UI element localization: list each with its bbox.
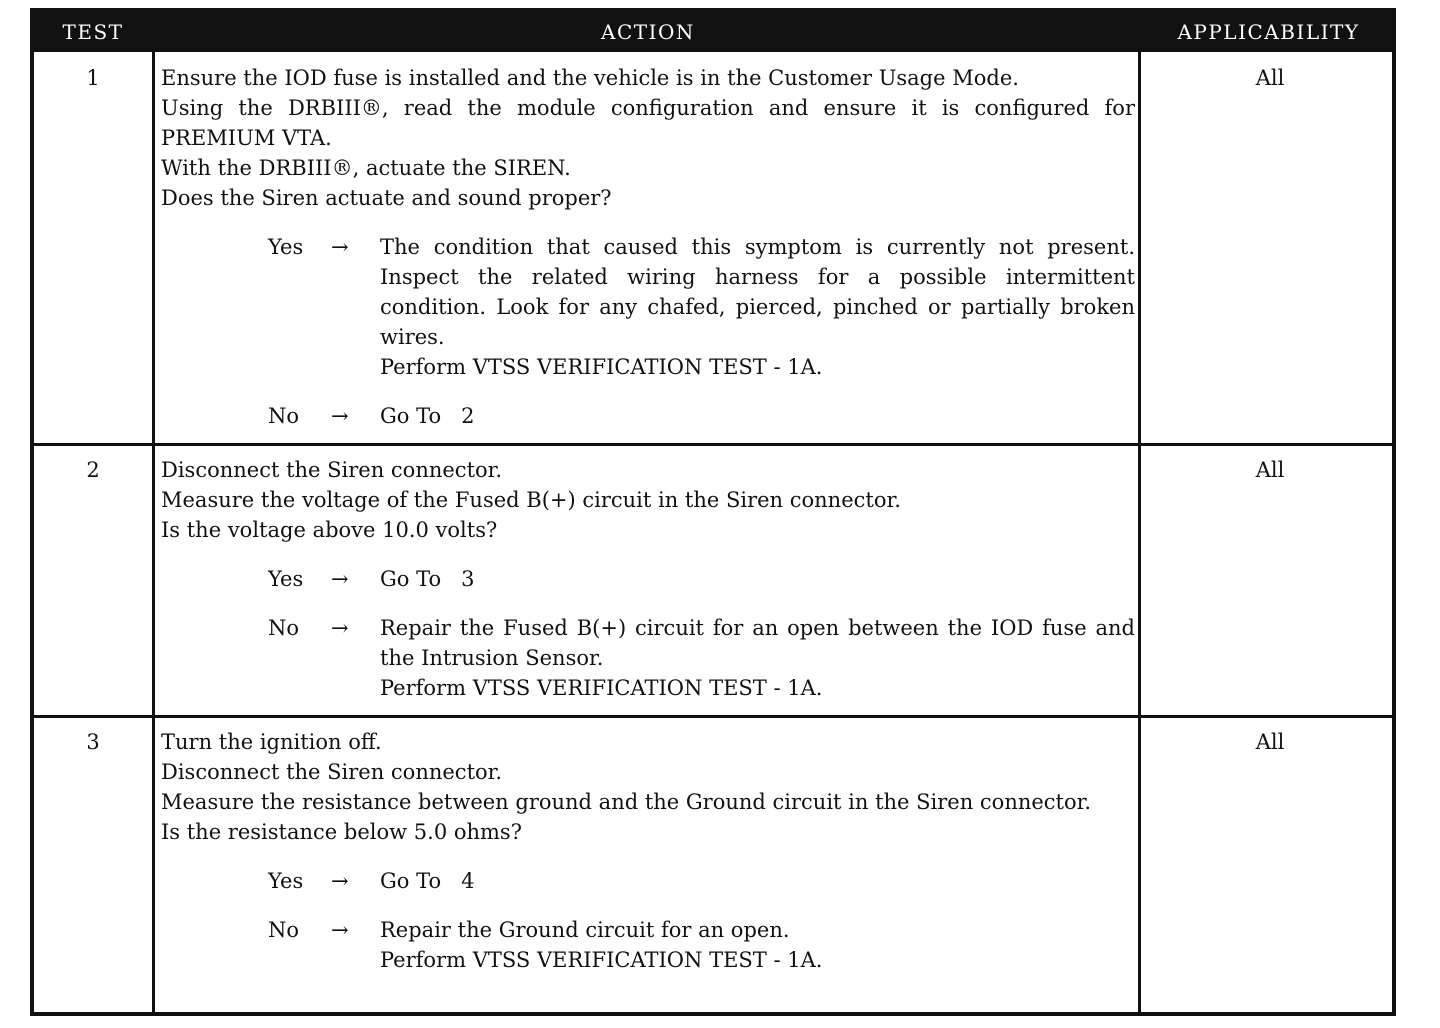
outcome-result (380, 866, 1135, 896)
no-label: No (268, 616, 300, 640)
header-action: ACTION (601, 20, 695, 44)
step-text: Disconnect the Siren connector. (161, 760, 503, 784)
no-label: No (268, 404, 300, 428)
result-text: Go To 2 (380, 404, 475, 428)
table-row (34, 52, 1392, 443)
table-header (34, 12, 1392, 52)
step-text: Is the voltage above 10.0 volts? (161, 518, 498, 542)
test-number: 2 (86, 458, 100, 482)
action-cell (161, 455, 1135, 703)
no-outcome (161, 613, 1135, 703)
step-text: Disconnect the Siren connector. (161, 458, 503, 482)
yes-outcome (161, 866, 1135, 896)
no-label: No (268, 918, 300, 942)
outcome-result (380, 232, 1135, 382)
result-text: Go To 4 (380, 869, 475, 893)
action-cell (161, 63, 1135, 431)
right-arrow-icon: → (331, 567, 349, 591)
outcome-result (380, 915, 1135, 975)
result-text: Perform VTSS VERIFICATION TEST - 1A. (380, 676, 823, 700)
yes-outcome (161, 564, 1135, 594)
no-outcome (161, 915, 1135, 975)
right-arrow-icon: → (331, 616, 349, 640)
result-text: Go To 3 (380, 567, 475, 591)
result-text: Perform VTSS VERIFICATION TEST - 1A. (380, 948, 823, 972)
yes-label: Yes (268, 869, 304, 893)
step-text: Is the resistance below 5.0 ohms? (161, 820, 522, 844)
header-test: TEST (62, 20, 124, 44)
right-arrow-icon: → (331, 869, 349, 893)
applicability-value: All (1255, 458, 1285, 482)
table-row (34, 443, 1392, 715)
outcome-result (380, 613, 1135, 703)
outcome-result (380, 564, 1135, 594)
step-text: Measure the voltage of the Fused B(+) circuit in the Siren connector. (161, 488, 901, 512)
step-text: Using the DRBIII®, read the module configuration and ensure it is configured for PREMIUM VTA. (161, 96, 1135, 150)
step-text: With the DRBIII®, actuate the SIREN. (161, 156, 571, 180)
result-text: Repair the Fused B(+) circuit for an open between the IOD fuse and the Intrusion Sensor. (380, 616, 1135, 670)
right-arrow-icon: → (331, 235, 349, 259)
step-text: Does the Siren actuate and sound proper? (161, 186, 612, 210)
test-number: 3 (86, 730, 100, 754)
no-outcome (161, 401, 1135, 431)
step-text: Measure the resistance between ground and the Ground circuit in the Siren connector. (161, 790, 1092, 814)
test-number: 1 (86, 66, 100, 90)
yes-label: Yes (268, 235, 304, 259)
right-arrow-icon: → (331, 404, 349, 428)
applicability-value: All (1255, 730, 1285, 754)
result-text: The condition that caused this symptom is currently not present. Inspect the related wiring harness for a possible intermittent condition. Look for any chafed, pierced, pinched or partially broken wires. (380, 235, 1135, 349)
applicability-value: All (1255, 66, 1285, 90)
step-text: Turn the ignition off. (161, 730, 382, 754)
action-cell (161, 727, 1135, 975)
yes-label: Yes (268, 567, 304, 591)
step-text: Ensure the IOD fuse is installed and the vehicle is in the Customer Usage Mode. (161, 66, 1019, 90)
result-text: Perform VTSS VERIFICATION TEST - 1A. (380, 355, 823, 379)
table-row (34, 715, 1392, 1012)
result-text: Repair the Ground circuit for an open. (380, 918, 790, 942)
right-arrow-icon: → (331, 918, 349, 942)
yes-outcome (161, 232, 1135, 382)
header-applicability: APPLICABILITY (1177, 20, 1360, 44)
outcome-result (380, 401, 1135, 431)
diagnostic-test-table (30, 8, 1396, 1016)
